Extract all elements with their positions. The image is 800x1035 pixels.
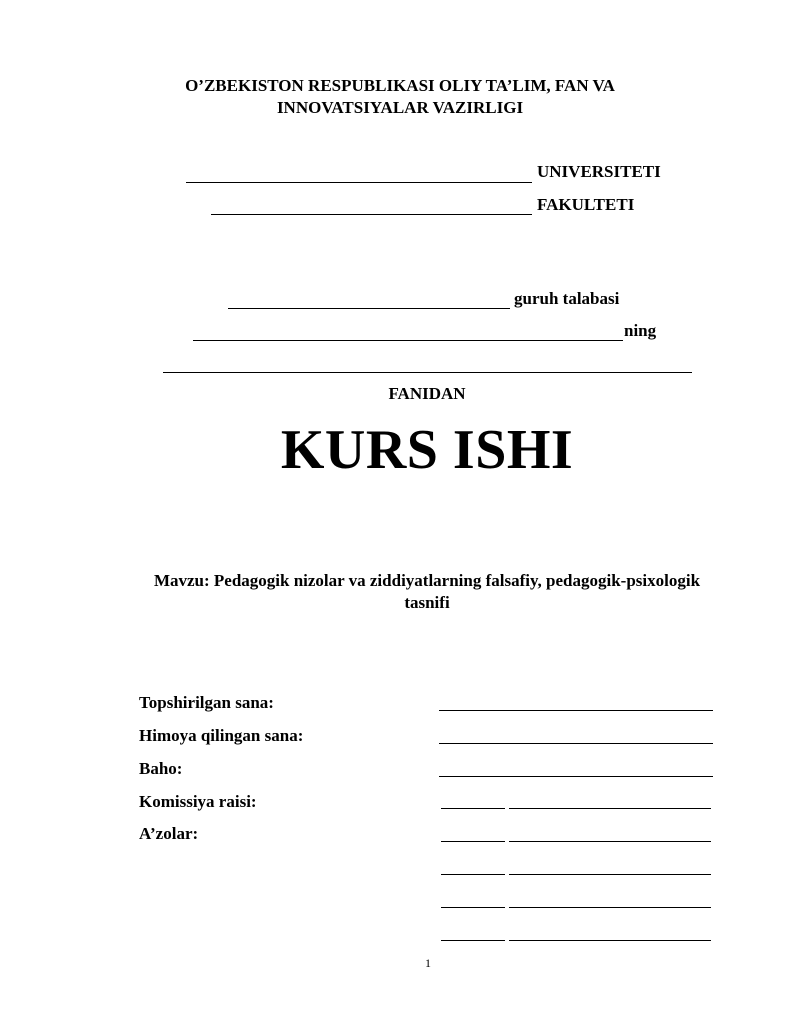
subject-label: FANIDAN xyxy=(388,384,466,403)
commission-chair-name-blank xyxy=(509,808,711,809)
topic-line-2: tasnifi xyxy=(404,593,450,612)
member-2-name-blank xyxy=(509,874,711,875)
topic-block xyxy=(27,570,800,614)
defended-date-blank xyxy=(439,743,713,744)
page-number: 1 xyxy=(425,956,431,970)
commission-chair-signature-blank xyxy=(441,808,505,809)
members-label: A’zolar: xyxy=(139,824,199,843)
ministry-line-2: INNOVATSIYALAR VAZIRLIGI xyxy=(276,98,524,117)
ministry-line-1: O’ZBEKISTON RESPUBLIKASI OLIY TA’LIM, FAN VA xyxy=(185,76,615,95)
member-4-name-blank xyxy=(509,940,711,941)
student-name-blank xyxy=(193,340,623,341)
commission-chair-label: Komissiya raisi: xyxy=(139,792,257,811)
member-1-name-blank xyxy=(509,841,711,842)
member-4-signature-blank xyxy=(441,940,505,941)
submitted-date-blank xyxy=(439,710,713,711)
document-title: KURS ISHI xyxy=(280,419,574,481)
member-3-name-blank xyxy=(509,907,711,908)
subject-name-blank xyxy=(163,372,692,373)
faculty-name-blank xyxy=(211,214,532,215)
grade-label: Baho: xyxy=(139,759,183,778)
grade-blank xyxy=(439,776,713,777)
group-number-blank xyxy=(228,308,510,309)
defended-date-label: Himoya qilingan sana: xyxy=(139,726,304,745)
ministry-header xyxy=(0,75,800,119)
ning-suffix-label: ning xyxy=(624,321,657,340)
university-name-blank xyxy=(186,182,532,183)
university-label: UNIVERSITETI xyxy=(537,162,661,181)
topic-line-1: Mavzu: Pedagogik nizolar va ziddiyatlarning falsafiy, pedagogik-psixologik xyxy=(153,571,701,590)
member-1-signature-blank xyxy=(441,841,505,842)
submitted-date-label: Topshirilgan sana: xyxy=(139,693,274,712)
member-3-signature-blank xyxy=(441,907,505,908)
group-student-label: guruh talabasi xyxy=(514,289,620,308)
faculty-label: FAKULTETI xyxy=(537,195,635,214)
member-2-signature-blank xyxy=(441,874,505,875)
